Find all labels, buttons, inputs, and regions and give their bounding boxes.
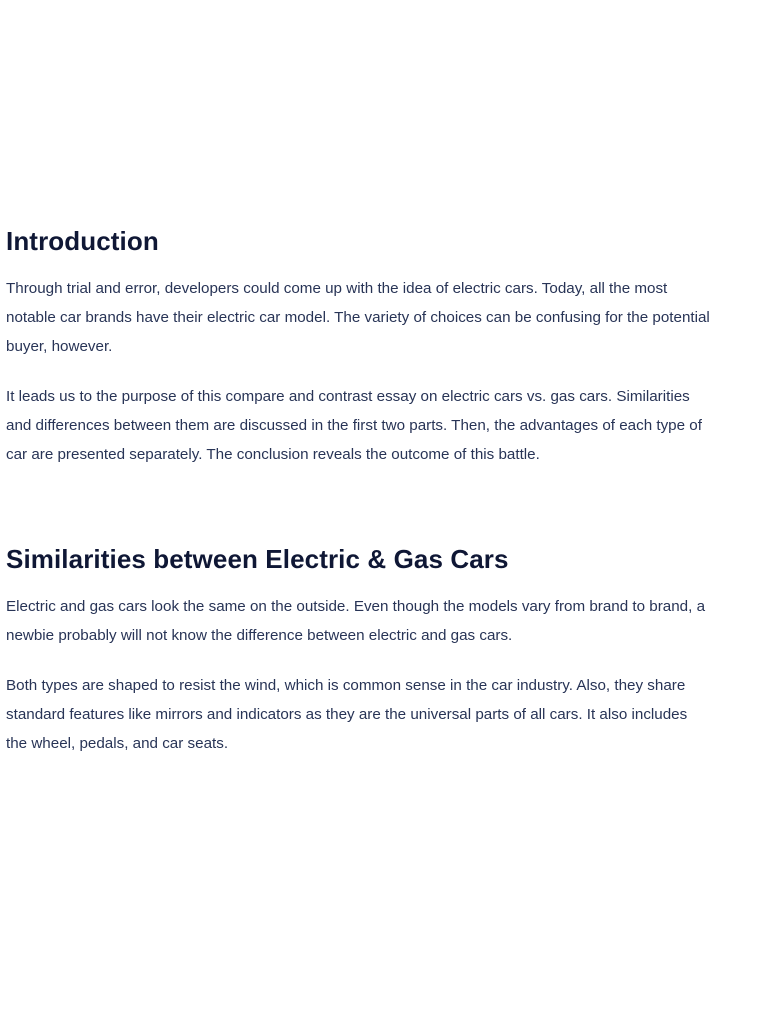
paragraph: Through trial and error, developers could come up with the idea of electric cars. Today, all the most notable car brands have their electric car model. The variety of choices can be confusing for the potential buyer, however. bbox=[6, 280, 710, 355]
paragraph: It leads us to the purpose of this compare and contrast essay on electric cars vs. gas cars. Similarities and differences between them are discussed in the first two parts. Then, the advantages of each type of car are presented separately. The conclusion reveals the outcome of this battle. bbox=[6, 388, 702, 463]
paragraph: Electric and gas cars look the same on the outside. Even though the models vary from brand to brand, a newbie probably will not know the difference between electric and gas cars. bbox=[6, 598, 706, 644]
paragraph: Both types are shaped to resist the wind, which is common sense in the car industry. Also, they share standard features like mirrors and indicators as they are the universal parts of all cars. It also includes the wheel, pedals, and car seats. bbox=[6, 677, 688, 752]
introduction-section bbox=[6, 222, 712, 490]
similarities-section bbox=[6, 540, 712, 779]
section-heading-similarities: Similarities between Electric & Gas Cars bbox=[6, 544, 509, 574]
section-heading-introduction: Introduction bbox=[6, 226, 159, 256]
